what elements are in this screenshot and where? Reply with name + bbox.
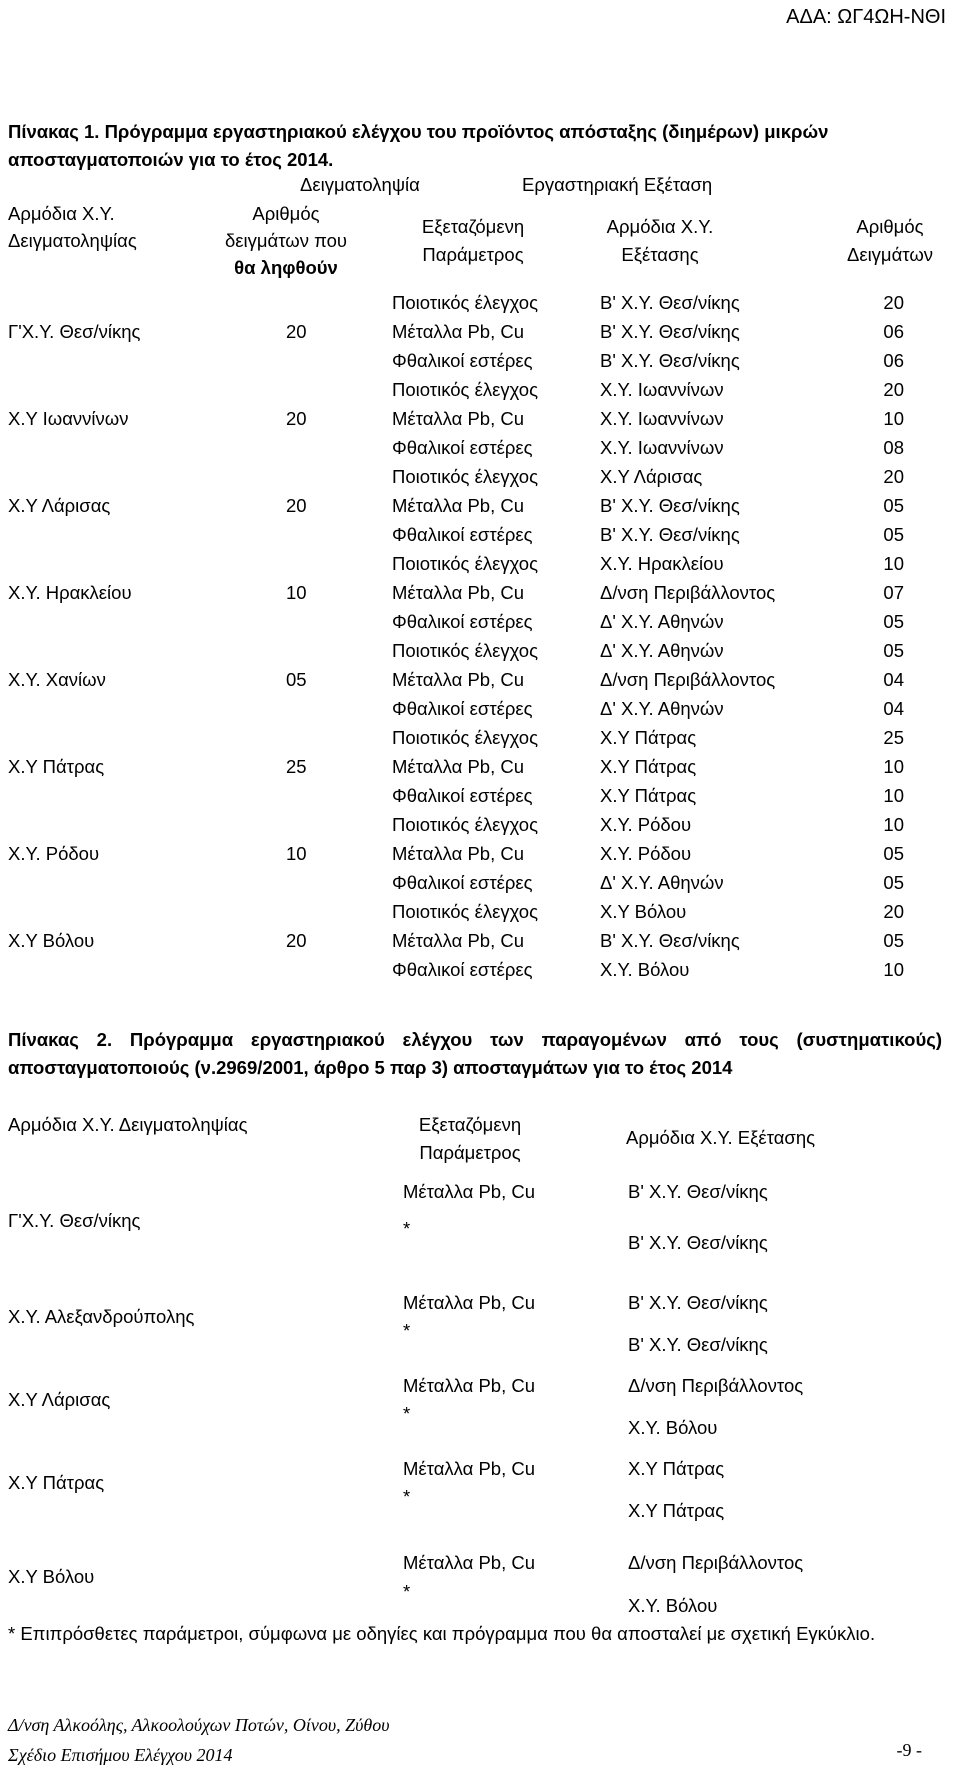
sampling-unit: Χ.Υ. Ηρακλείου — [8, 582, 132, 603]
exam-parameter: Φθαλικοί εστέρες — [392, 872, 533, 893]
header-lab-group: Εργαστηριακή Εξέταση — [522, 174, 713, 195]
t2-exam-unit: Χ.Υ Πάτρας — [628, 1500, 725, 1521]
samples-count: 20 — [286, 408, 307, 429]
exam-unit: Χ.Υ Πάτρας — [600, 756, 697, 777]
exam-count: 05 — [883, 930, 904, 951]
t2-exam-parameter: * — [403, 1320, 411, 1341]
t2-header-parameter-line1: Εξεταζόμενη — [418, 1114, 522, 1135]
header-samples-count-line3: θα ληφθούν — [234, 257, 338, 278]
exam-count: 25 — [883, 727, 904, 748]
exam-count: 04 — [883, 669, 904, 690]
exam-unit: Χ.Υ. Ιωαννίνων — [600, 408, 724, 429]
sampling-unit: Γ'Χ.Υ. Θεσ/νίκης — [8, 321, 141, 342]
exam-parameter: Μέταλλα Pb, Cu — [392, 408, 525, 429]
sampling-unit: Χ.Υ. Ρόδου — [8, 843, 100, 864]
t2-exam-parameter: Μέταλλα Pb, Cu — [403, 1458, 536, 1479]
samples-count: 10 — [286, 582, 307, 603]
sampling-unit: Χ.Υ. Χανίων — [8, 669, 106, 690]
exam-unit: Χ.Υ. Ιωαννίνων — [600, 379, 724, 400]
exam-parameter: Ποιοτικός έλεγχος — [392, 901, 538, 922]
exam-parameter: Μέταλλα Pb, Cu — [392, 495, 525, 516]
sampling-unit: Χ.Υ Λάρισας — [8, 495, 111, 516]
exam-unit: Δ/νση Περιβάλλοντος — [600, 582, 776, 603]
t2-exam-unit: Β' Χ.Υ. Θεσ/νίκης — [628, 1334, 768, 1355]
exam-parameter: Ποιοτικός έλεγχος — [392, 292, 538, 313]
exam-count: 20 — [883, 292, 904, 313]
t2-exam-parameter: * — [403, 1403, 411, 1424]
t2-sampling-unit: Χ.Υ Πάτρας — [8, 1472, 105, 1493]
document-code: ΑΔΑ: ΩΓ4ΩΗ-ΝΘΙ — [786, 6, 946, 28]
exam-count: 10 — [883, 814, 904, 835]
header-exam-count-line2: Δειγμάτων — [846, 244, 934, 265]
exam-unit: Χ.Υ Λάρισας — [600, 466, 703, 487]
exam-parameter: Φθαλικοί εστέρες — [392, 437, 533, 458]
exam-parameter: Φθαλικοί εστέρες — [392, 524, 533, 545]
exam-parameter: Μέταλλα Pb, Cu — [392, 582, 525, 603]
samples-count: 25 — [286, 756, 307, 777]
page-number: -9 - — [896, 1740, 922, 1760]
samples-count: 05 — [286, 669, 307, 690]
exam-count: 04 — [883, 698, 904, 719]
exam-parameter: Μέταλλα Pb, Cu — [392, 930, 525, 951]
exam-unit: Β' Χ.Υ. Θεσ/νίκης — [600, 321, 740, 342]
exam-parameter: Φθαλικοί εστέρες — [392, 611, 533, 632]
footnote: * Επιπρόσθετες παράμετροι, σύμφωνα με οδηγίες και πρόγραμμα που θα αποσταλεί με σχετική Εγκύκλιο. — [8, 1623, 876, 1644]
exam-count: 06 — [883, 350, 904, 371]
exam-count: 20 — [883, 379, 904, 400]
exam-unit: Χ.Υ. Ρόδου — [600, 843, 692, 864]
t2-exam-unit: Δ/νση Περιβάλλοντος — [628, 1552, 804, 1573]
header-exam-unit-line2: Εξέτασης — [621, 244, 699, 265]
exam-unit: Χ.Υ. Ιωαννίνων — [600, 437, 724, 458]
exam-parameter: Φθαλικοί εστέρες — [392, 785, 533, 806]
exam-unit: Δ' Χ.Υ. Αθηνών — [600, 611, 724, 632]
t2-exam-unit: Δ/νση Περιβάλλοντος — [628, 1375, 804, 1396]
exam-parameter: Φθαλικοί εστέρες — [392, 698, 533, 719]
exam-count: 05 — [883, 495, 904, 516]
exam-unit: Δ' Χ.Υ. Αθηνών — [600, 640, 724, 661]
samples-count: 20 — [286, 321, 307, 342]
exam-unit: Χ.Υ. Ηρακλείου — [600, 553, 724, 574]
t2-exam-parameter: * — [403, 1581, 411, 1602]
exam-parameter: Ποιοτικός έλεγχος — [392, 640, 538, 661]
exam-unit: Χ.Υ Βόλου — [600, 901, 687, 922]
exam-parameter: Μέταλλα Pb, Cu — [392, 669, 525, 690]
exam-count: 06 — [883, 321, 904, 342]
header-sampling-unit-line1: Αρμόδια Χ.Υ. — [8, 203, 115, 224]
exam-count: 10 — [883, 959, 904, 980]
t2-exam-parameter: * — [403, 1218, 411, 1239]
exam-parameter: Ποιοτικός έλεγχος — [392, 466, 538, 487]
t2-exam-unit: Χ.Υ. Βόλου — [628, 1417, 718, 1438]
header-sampling-unit-line2: Δειγματοληψίας — [8, 230, 137, 251]
exam-count: 05 — [883, 872, 904, 893]
exam-unit: Χ.Υ. Βόλου — [600, 959, 690, 980]
table1-title: Πίνακας 1. Πρόγραμμα εργαστηριακού ελέγχου του προϊόντος απόσταξης (διημέρων) μικρών αποσταγματοποιών για το έτος 2014. — [8, 121, 829, 170]
exam-count: 05 — [883, 843, 904, 864]
exam-unit: Β' Χ.Υ. Θεσ/νίκης — [600, 495, 740, 516]
t2-sampling-unit: Χ.Υ Λάρισας — [8, 1389, 111, 1410]
footer — [8, 1710, 390, 1770]
exam-count: 05 — [883, 611, 904, 632]
exam-unit: Χ.Υ Πάτρας — [600, 785, 697, 806]
samples-count: 20 — [286, 495, 307, 516]
exam-unit: Δ' Χ.Υ. Αθηνών — [600, 872, 724, 893]
exam-count: 08 — [883, 437, 904, 458]
exam-unit: Χ.Υ Πάτρας — [600, 727, 697, 748]
t2-sampling-unit: Χ.Υ. Αλεξανδρούπολης — [8, 1306, 195, 1327]
header-parameter-line2: Παράμετρος — [422, 244, 524, 265]
sampling-unit: Χ.Υ Πάτρας — [8, 756, 105, 777]
exam-unit: Β' Χ.Υ. Θεσ/νίκης — [600, 292, 740, 313]
t2-exam-unit: Β' Χ.Υ. Θεσ/νίκης — [628, 1292, 768, 1313]
exam-count: 07 — [883, 582, 904, 603]
exam-parameter: Μέταλλα Pb, Cu — [392, 321, 525, 342]
exam-parameter: Ποιοτικός έλεγχος — [392, 553, 538, 574]
footer-plan-title: Σχέδιο Επισήμου Ελέγχου 2014 — [8, 1745, 233, 1765]
exam-count: 20 — [883, 901, 904, 922]
exam-count: 10 — [883, 756, 904, 777]
header-samples-count-line1: Αριθμός — [252, 203, 320, 224]
t2-exam-parameter: Μέταλλα Pb, Cu — [403, 1292, 536, 1313]
exam-count: 10 — [883, 553, 904, 574]
samples-count: 20 — [286, 930, 307, 951]
exam-unit: Β' Χ.Υ. Θεσ/νίκης — [600, 930, 740, 951]
exam-parameter: Μέταλλα Pb, Cu — [392, 843, 525, 864]
exam-parameter: Ποιοτικός έλεγχος — [392, 727, 538, 748]
header-parameter-line1: Εξεταζόμενη — [421, 216, 525, 237]
exam-parameter: Ποιοτικός έλεγχος — [392, 814, 538, 835]
header-samples-count-line2: δειγμάτων που — [224, 230, 348, 251]
samples-count: 10 — [286, 843, 307, 864]
table2-title: Πίνακας 2. Πρόγραμμα εργαστηριακού ελέγχου των παραγομένων από τους (συστηματικούς) αποσταγματοποιούς (ν.2969/2001, άρθρο 5 παρ 3) αποσταγμάτων για το έτος 2014 — [8, 1029, 942, 1078]
footer-department: Δ/νση Αλκοόλης, Αλκοολούχων Ποτών, Οίνου, Ζύθου — [8, 1715, 390, 1735]
t2-exam-unit: Χ.Υ. Βόλου — [628, 1595, 718, 1616]
exam-unit: Δ/νση Περιβάλλοντος — [600, 669, 776, 690]
t2-header-parameter-line2: Παράμετρος — [419, 1142, 521, 1163]
t2-header-sampling-unit: Αρμόδια Χ.Υ. Δειγματοληψίας — [8, 1114, 248, 1135]
t2-exam-unit: Χ.Υ Πάτρας — [628, 1458, 725, 1479]
exam-parameter: Φθαλικοί εστέρες — [392, 350, 533, 371]
t2-header-exam-unit: Αρμόδια Χ.Υ. Εξέτασης — [626, 1127, 816, 1148]
t2-sampling-unit: Χ.Υ Βόλου — [8, 1566, 95, 1587]
exam-parameter: Ποιοτικός έλεγχος — [392, 379, 538, 400]
t2-exam-parameter: Μέταλλα Pb, Cu — [403, 1375, 536, 1396]
exam-parameter: Φθαλικοί εστέρες — [392, 959, 533, 980]
exam-unit: Β' Χ.Υ. Θεσ/νίκης — [600, 524, 740, 545]
t2-exam-parameter: Μέταλλα Pb, Cu — [403, 1181, 536, 1202]
exam-parameter: Μέταλλα Pb, Cu — [392, 756, 525, 777]
sampling-unit: Χ.Υ Βόλου — [8, 930, 95, 951]
exam-count: 05 — [883, 524, 904, 545]
t2-exam-parameter: * — [403, 1486, 411, 1507]
exam-unit: Χ.Υ. Ρόδου — [600, 814, 692, 835]
t2-sampling-unit: Γ'Χ.Υ. Θεσ/νίκης — [8, 1210, 141, 1231]
t2-exam-parameter: Μέταλλα Pb, Cu — [403, 1552, 536, 1573]
sampling-unit: Χ.Υ Ιωαννίνων — [8, 408, 129, 429]
exam-unit: Β' Χ.Υ. Θεσ/νίκης — [600, 350, 740, 371]
exam-count: 05 — [883, 640, 904, 661]
exam-unit: Δ' Χ.Υ. Αθηνών — [600, 698, 724, 719]
exam-count: 10 — [883, 785, 904, 806]
exam-count: 20 — [883, 466, 904, 487]
t2-exam-unit: Β' Χ.Υ. Θεσ/νίκης — [628, 1181, 768, 1202]
exam-count: 10 — [883, 408, 904, 429]
header-sampling-group: Δειγματοληψία — [300, 174, 420, 195]
header-exam-count-line1: Αριθμός — [856, 216, 924, 237]
t2-exam-unit: Β' Χ.Υ. Θεσ/νίκης — [628, 1232, 768, 1253]
header-exam-unit-line1: Αρμόδια Χ.Υ. — [606, 216, 714, 237]
